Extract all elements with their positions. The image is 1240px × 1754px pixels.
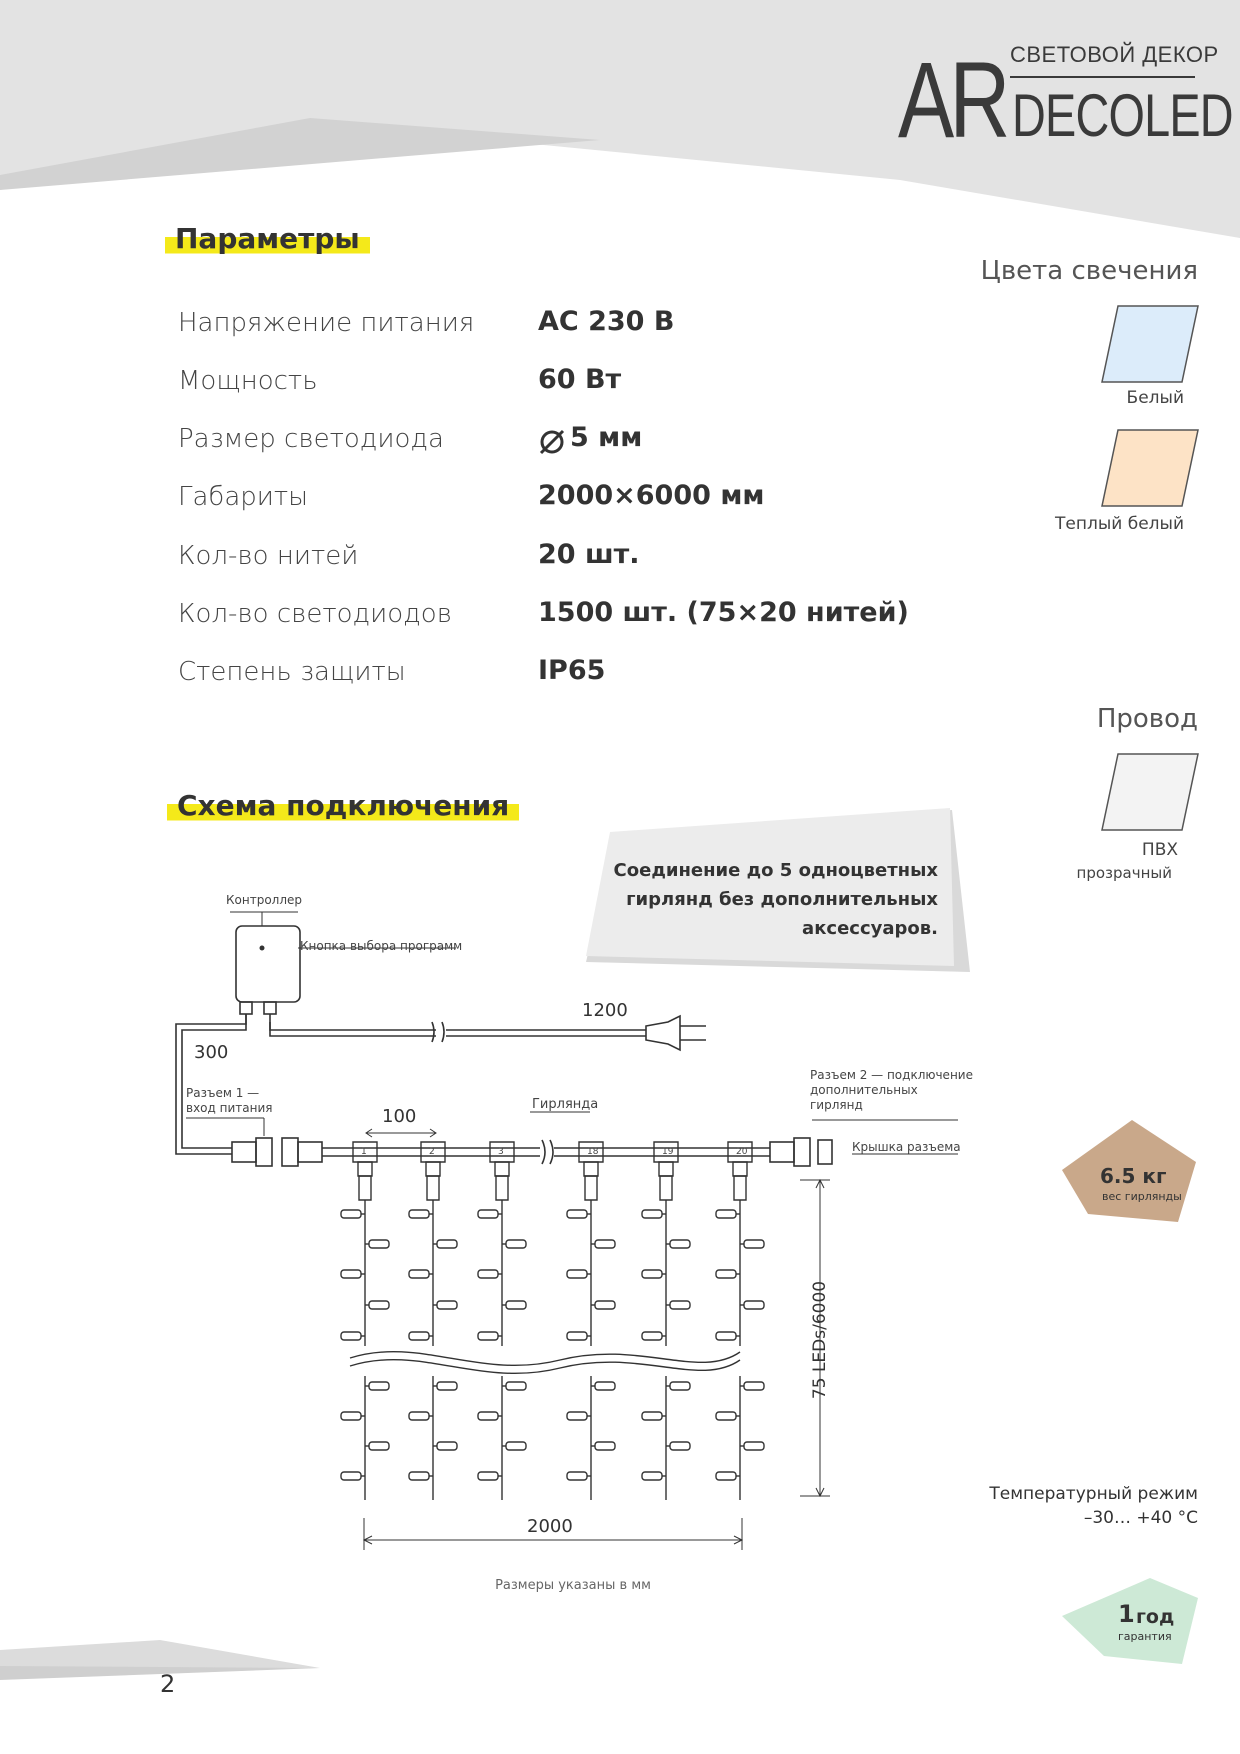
strand bbox=[567, 1142, 615, 1500]
colors-title: Цвета свечения bbox=[980, 256, 1198, 286]
wire-title: Провод bbox=[1096, 704, 1198, 734]
scheme-title: Схема подключения bbox=[167, 789, 519, 822]
temperature-block bbox=[989, 1482, 1198, 1530]
wire-sublabel: прозрачный bbox=[1076, 864, 1172, 882]
strand-number: 18 bbox=[587, 1147, 599, 1157]
strand bbox=[409, 1142, 457, 1500]
swatch-warm-white-label: Теплый белый bbox=[1055, 514, 1184, 534]
connector1-label bbox=[186, 1086, 272, 1116]
warranty-unit: год bbox=[1136, 1606, 1175, 1628]
warranty-value: 1 bbox=[1118, 1600, 1135, 1628]
wire-label: ПВХ bbox=[1141, 840, 1178, 860]
length-300: 300 bbox=[194, 1042, 229, 1063]
param-value: AC 230 В bbox=[538, 306, 675, 337]
connector1-line: Разъем 1 — bbox=[186, 1086, 260, 1100]
connector1-line: вход питания bbox=[186, 1101, 273, 1115]
vertical-dimension-label: 75 LEDs/6000 bbox=[810, 1280, 830, 1400]
length-100: 100 bbox=[382, 1106, 417, 1127]
param-label: Размер светодиода bbox=[178, 424, 444, 454]
strand-number: 19 bbox=[662, 1147, 674, 1157]
connector2-line: дополнительных bbox=[810, 1083, 918, 1097]
callout-line: аксессуаров. bbox=[802, 918, 938, 939]
strand-number: 1 bbox=[361, 1147, 367, 1157]
param-value: 60 Вт bbox=[538, 364, 622, 395]
param-value: 20 шт. bbox=[538, 539, 640, 570]
strand-number: 3 bbox=[498, 1147, 504, 1157]
param-value: 2000×6000 мм bbox=[538, 480, 765, 511]
connector2-line: Разъем 2 — подключение bbox=[810, 1068, 973, 1082]
brand-tagline: СВЕТОВОЙ ДЕКОР bbox=[1010, 42, 1219, 67]
swatch-white-label: Белый bbox=[1126, 388, 1184, 408]
param-label: Степень защиты bbox=[178, 657, 406, 687]
logo-decoled: DECOLED bbox=[1012, 82, 1233, 149]
param-label: Габариты bbox=[178, 482, 309, 512]
cap-label: Крышка разъема bbox=[852, 1140, 961, 1154]
strand bbox=[642, 1142, 690, 1500]
width-2000: 2000 bbox=[527, 1516, 573, 1537]
garland-label: Гирлянда bbox=[532, 1097, 599, 1112]
connector2-line: гирлянд bbox=[810, 1098, 863, 1112]
param-label: Напряжение питания bbox=[178, 308, 475, 338]
dimensions-note: Размеры указаны в мм bbox=[495, 1578, 651, 1593]
weight-label: вес гирлянды bbox=[1102, 1190, 1182, 1203]
strand-number: 20 bbox=[736, 1147, 748, 1157]
param-value: IP65 bbox=[538, 655, 606, 686]
button-label: Кнопка выбора программ bbox=[300, 939, 463, 953]
strand bbox=[341, 1142, 389, 1500]
callout-line: Соединение до 5 одноцветных bbox=[613, 860, 938, 881]
callout-line: гирлянд без дополнительных bbox=[626, 889, 938, 910]
param-label: Мощность bbox=[178, 366, 318, 396]
parameters-title: Параметры bbox=[165, 222, 370, 255]
param-value: 1500 шт. (75×20 нитей) bbox=[538, 597, 909, 628]
warranty-label: гарантия bbox=[1118, 1630, 1172, 1643]
temperature-range: –30… +40 °C bbox=[1083, 1508, 1198, 1528]
temperature-label: Температурный режим bbox=[989, 1484, 1198, 1504]
controller-label: Контроллер bbox=[226, 893, 302, 907]
weight-value: 6.5 кг bbox=[1100, 1164, 1167, 1188]
strand-number: 2 bbox=[429, 1147, 435, 1157]
connector2-label bbox=[810, 1068, 973, 1113]
page-number: 2 bbox=[160, 1670, 176, 1698]
strand bbox=[716, 1142, 764, 1500]
param-label: Кол-во светодиодов bbox=[178, 599, 452, 629]
strand bbox=[478, 1142, 526, 1500]
length-1200: 1200 bbox=[582, 1000, 628, 1021]
param-value: 5 мм bbox=[570, 422, 643, 453]
param-label: Кол-во нитей bbox=[178, 541, 359, 571]
logo-ar: AR bbox=[898, 39, 1006, 160]
